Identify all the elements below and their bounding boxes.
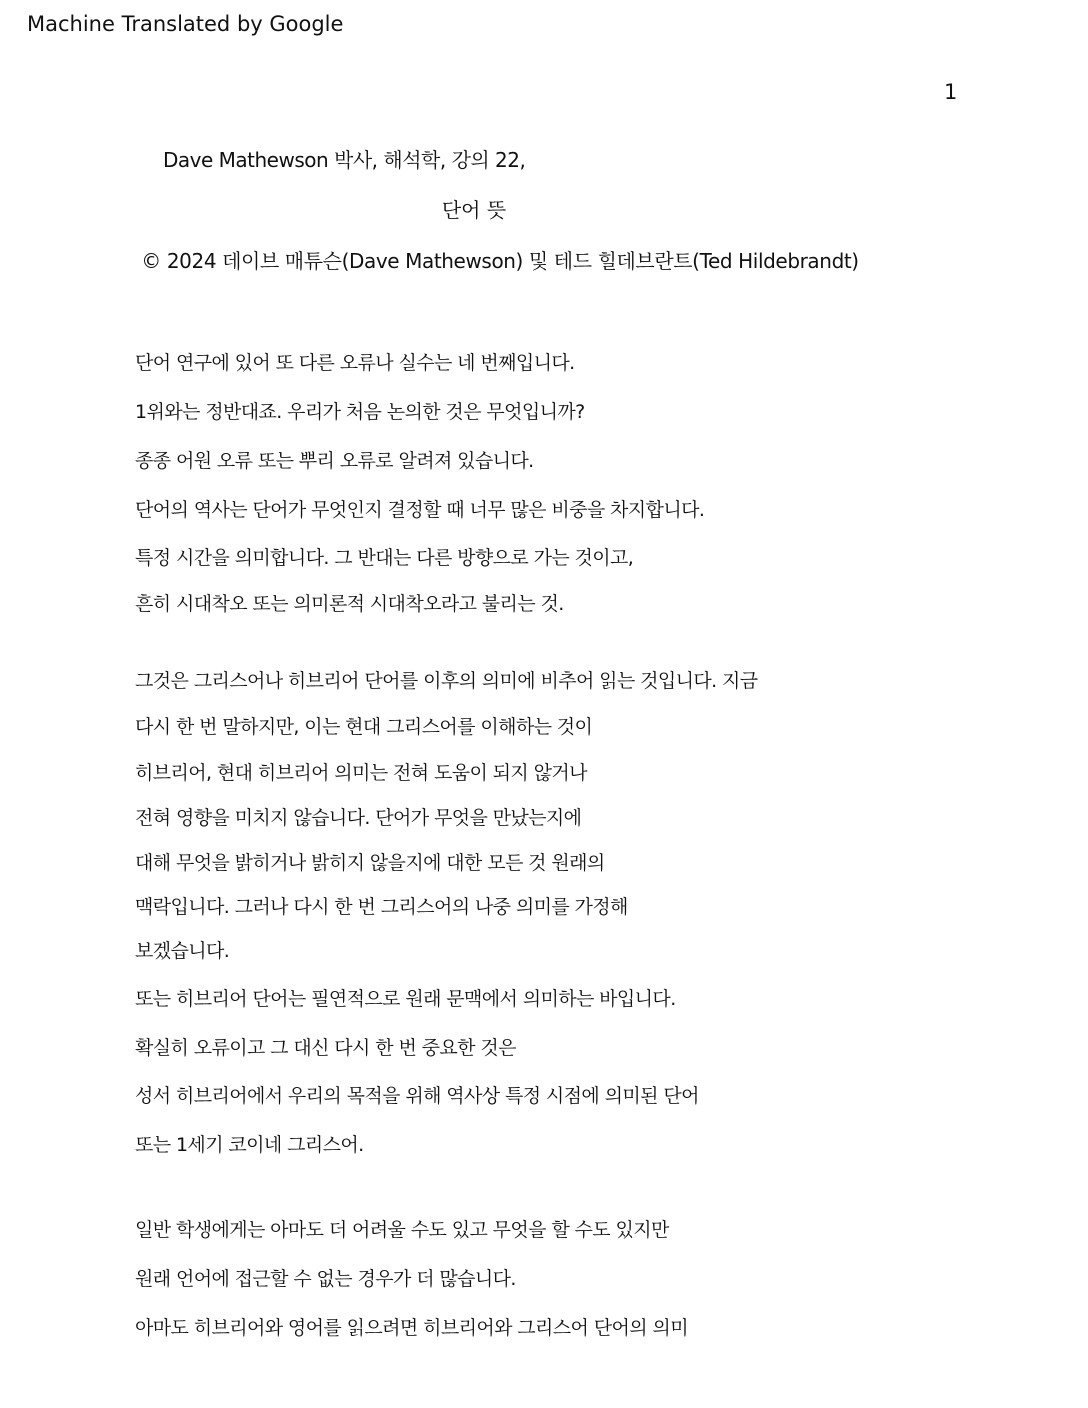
machine-translation-banner: Machine Translated by Google — [27, 12, 344, 36]
body-line: 단어의 역사는 단어가 무엇인지 결정할 때 너무 많은 비중을 차지합니다. — [135, 499, 705, 521]
title-lecture-line: Dave Mathewson 박사, 해석학, 강의 22, — [163, 148, 526, 172]
body-line: 또는 히브리어 단어는 필연적으로 원래 문맥에서 의미하는 바입니다. — [135, 988, 676, 1010]
body-line: 히브리어, 현대 히브리어 의미는 전혀 도움이 되지 않거나 — [135, 762, 587, 784]
body-line: 보겠습니다. — [135, 940, 230, 962]
body-line: 원래 언어에 접근할 수 없는 경우가 더 많습니다. — [135, 1268, 516, 1290]
body-line: 단어 연구에 있어 또 다른 오류나 실수는 네 번째입니다. — [135, 352, 575, 374]
body-line: 대해 무엇을 밝히거나 밝히지 않을지에 대한 모든 것 원래의 — [135, 852, 605, 874]
body-line: 흔히 시대착오 또는 의미론적 시대착오라고 불리는 것. — [135, 593, 564, 615]
body-line: 확실히 오류이고 그 대신 다시 한 번 중요한 것은 — [135, 1037, 516, 1059]
body-line: 종종 어원 오류 또는 뿌리 오류로 알려져 있습니다. — [135, 450, 534, 472]
body-line: 특정 시간을 의미합니다. 그 반대는 다른 방향으로 가는 것이고, — [135, 547, 634, 569]
body-line: 맥락입니다. 그러나 다시 한 번 그리스어의 나중 의미를 가정해 — [135, 896, 628, 918]
body-line: 아마도 히브리어와 영어를 읽으려면 히브리어와 그리스어 단어의 의미 — [135, 1317, 688, 1339]
body-line: 전혀 영향을 미치지 않습니다. 단어가 무엇을 만났는지에 — [135, 807, 582, 829]
body-line: 그것은 그리스어나 히브리어 단어를 이후의 의미에 비추어 읽는 것입니다. 지금 — [135, 670, 758, 692]
title-topic-line: 단어 뜻 — [441, 198, 507, 222]
copyright-line: © 2024 데이브 매튜슨(Dave Mathewson) 및 테드 힐데브란트(Ted Hildebrandt) — [141, 249, 859, 273]
body-line: 1위와는 정반대죠. 우리가 처음 논의한 것은 무엇입니까? — [135, 401, 585, 423]
body-line: 다시 한 번 말하지만, 이는 현대 그리스어를 이해하는 것이 — [135, 716, 593, 738]
body-line: 일반 학생에게는 아마도 더 어려울 수도 있고 무엇을 할 수도 있지만 — [135, 1219, 669, 1241]
body-line: 성서 히브리어에서 우리의 목적을 위해 역사상 특정 시점에 의미된 단어 — [135, 1085, 699, 1107]
page-number: 1 — [944, 80, 958, 104]
body-line: 또는 1세기 코이네 그리스어. — [135, 1134, 364, 1156]
